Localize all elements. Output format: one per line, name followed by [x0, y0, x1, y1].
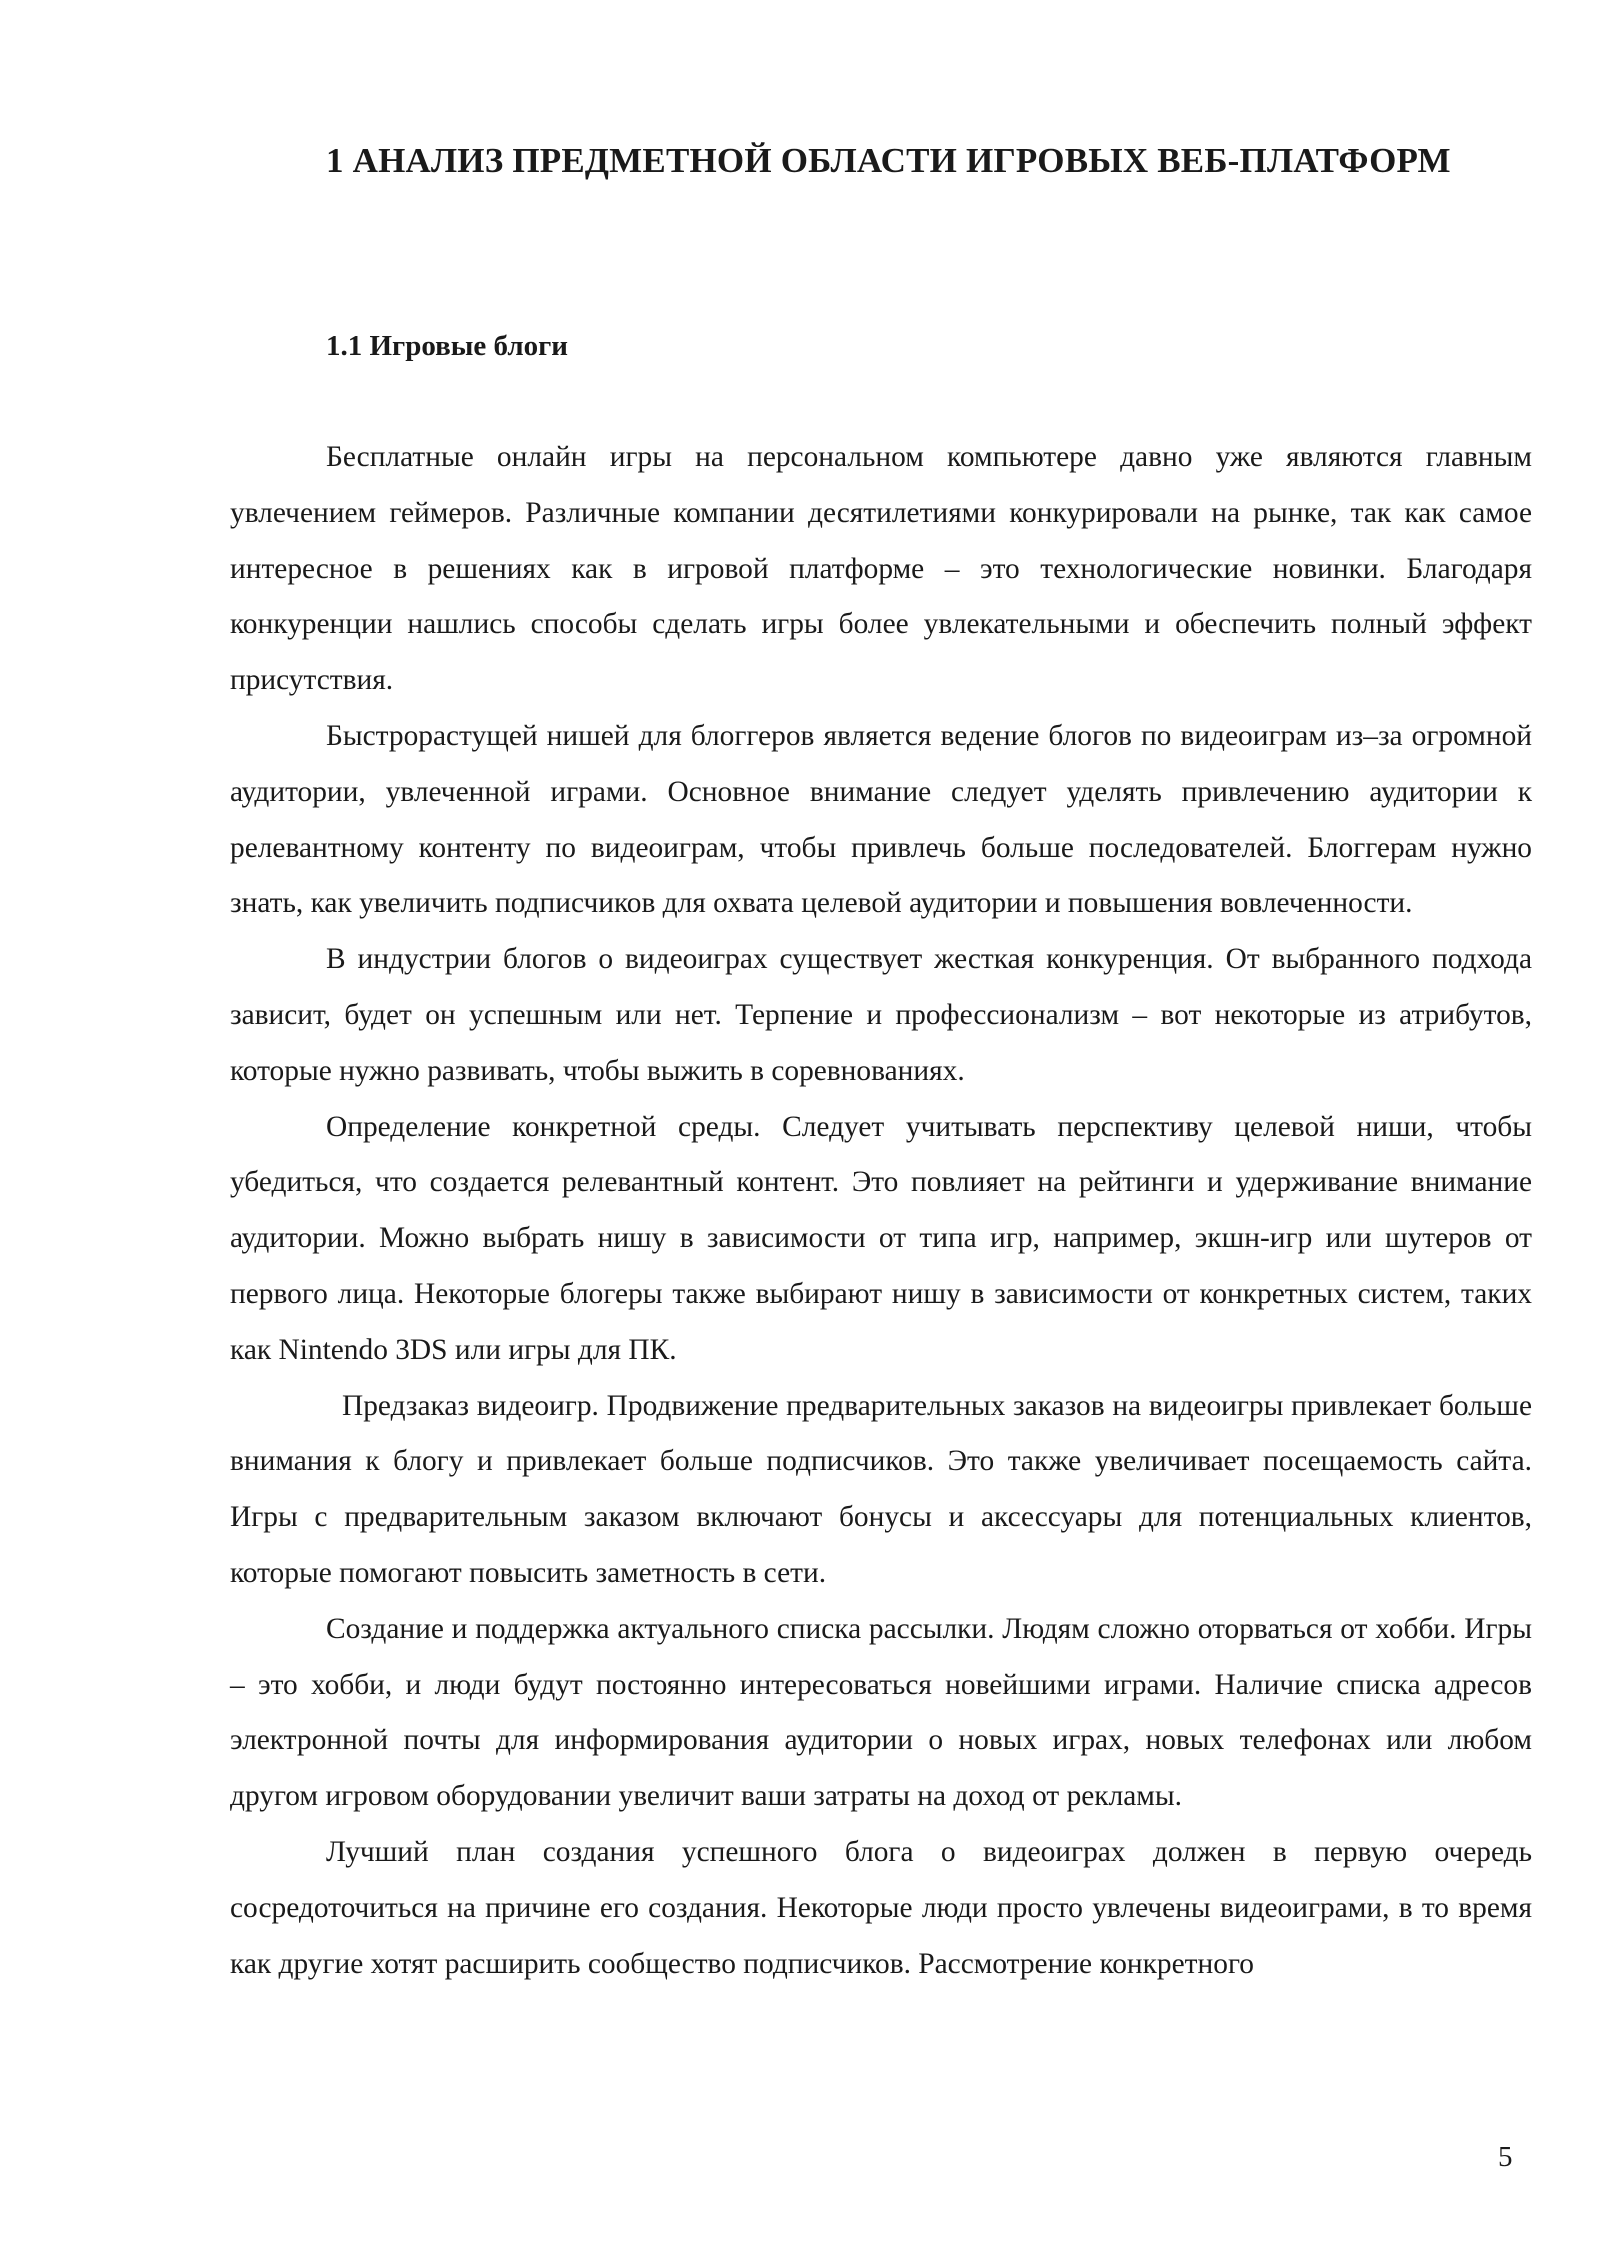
paragraph: Лучший план создания успешного блога о видеоиграх должен в первую очередь сосредоточиться на причине его создания. Некоторые люди просто увлечены видеоиграми, в то время как другие хотят расширить сообщество подписчиков. Рассмотрение конкретного — [230, 1835, 1532, 1980]
paragraph: Быстрорастущей нишей для блоггеров является ведение блогов по видеоиграм из–за огромной аудитории, увлеченной играми. Основное внимание следует уделять привлечению аудитории к релевантному контенту по видеоиграм, чтобы привлечь больше последователей. Блоггерам нужно знать, как увеличить подписчиков для охвата целевой аудитории и повышения вовлеченности. — [230, 719, 1532, 920]
chapter-title: 1 АНАЛИЗ ПРЕДМЕТНОЙ ОБЛАСТИ ИГРОВЫХ ВЕБ-ПЛАТФОРМ — [326, 141, 1451, 180]
paragraph: Предзаказ видеоигр. Продвижение предварительных заказов на видеоигры привлекает больше внимания к блогу и привлекает больше подписчиков. Это также увеличивает посещаемость сайта. Игры с предварительным заказом включают бонусы и аксессуары для потенциальных клиентов, которые помогают повысить заметность в сети. — [230, 1389, 1532, 1589]
section-title: 1.1 Игровые блоги — [326, 330, 568, 362]
paragraph: В индустрии блогов о видеоиграх существует жесткая конкуренция. От выбранного подхода зависит, будет он успешным или нет. Терпение и профессионализм – вот некоторые из атрибутов, которые нужно развивать, чтобы выжить в соревнованиях. — [230, 943, 1532, 1087]
paragraph: Создание и поддержка актуального списка рассылки. Людям сложно оторваться от хобби. Игры – это хобби, и люди будут постоянно интересоваться новейшими играми. Наличие списка адресов электронной почты для информирования аудитории о новых играх, новых телефонах или любом другом игровом оборудовании увеличит ваши затраты на доход от рекламы. — [230, 1612, 1532, 1813]
paragraph: Определение конкретной среды. Следует учитывать перспективу целевой ниши, чтобы убедиться, что создается релевантный контент. Это повлияет на рейтинги и удерживание внимание аудитории. Можно выбрать нишу в зависимости от типа игр, например, экшн-игр или шутеров от первого лица. Некоторые блогеры также выбирают нишу в зависимости от конкретных систем, таких как Nintendo 3DS или игры для ПК. — [230, 1110, 1532, 1366]
body-text — [230, 430, 1532, 1992]
page-number: 5 — [1498, 2141, 1513, 2173]
paragraph: Бесплатные онлайн игры на персональном компьютере давно уже являются главным увлечением геймеров. Различные компании десятилетиями конкурировали на рынке, так как самое интересное в решениях как в игровой платформе – это технологические новинки. Благодаря конкуренции нашлись способы сделать игры более увлекательными и обеспечить полный эффект присутствия. — [230, 441, 1532, 697]
